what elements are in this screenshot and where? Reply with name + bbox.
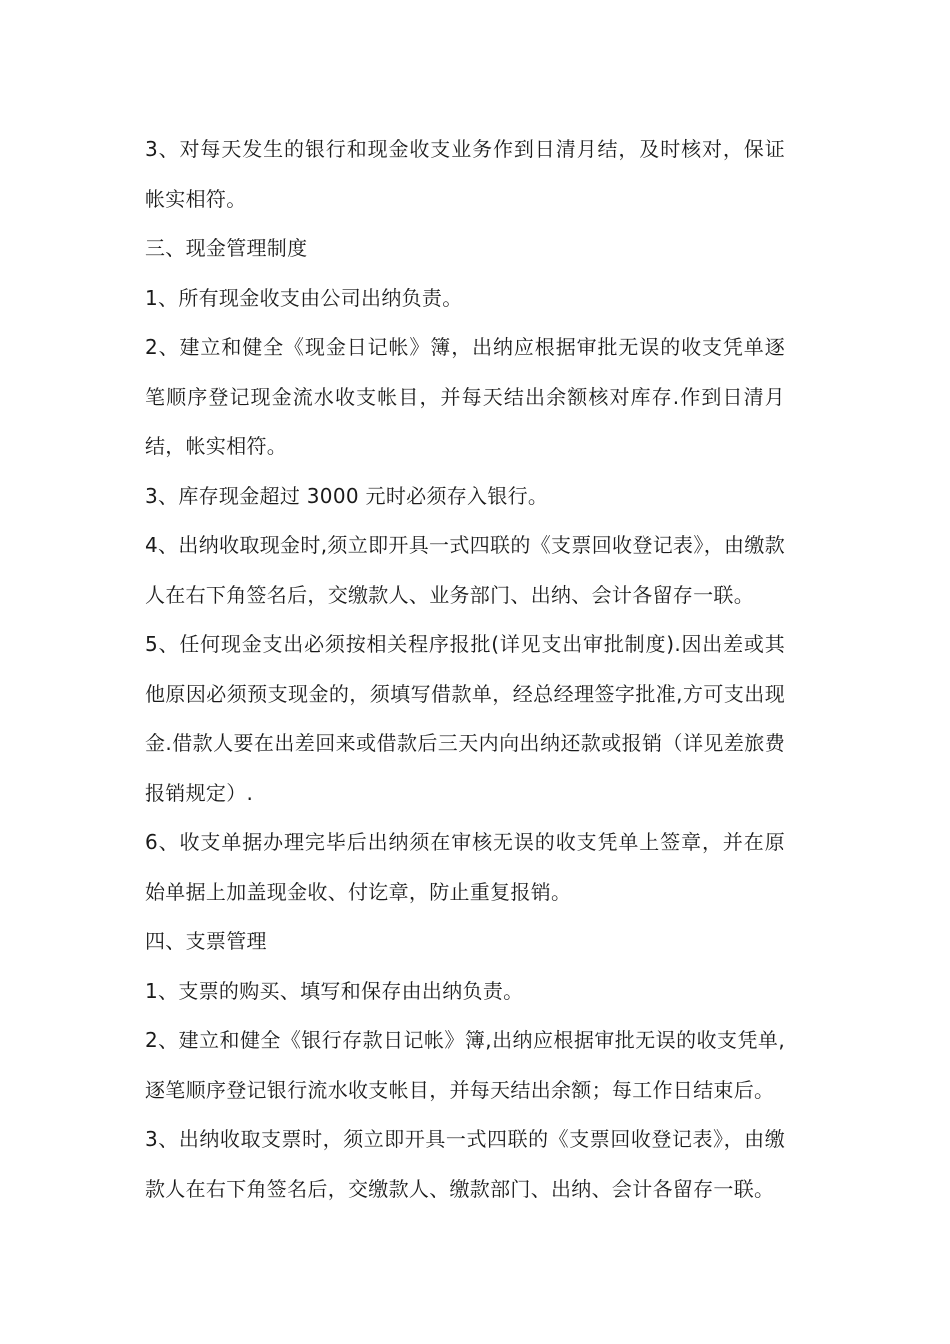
section-heading-cash-management: 三、现金管理制度	[145, 236, 308, 260]
paragraph-daily-reconciliation: 3、对每天发生的银行和现金收支业务作到日清月结，及时核对，保证帐实相符。	[145, 137, 785, 211]
paragraph-voucher-stamp: 6、收支单据办理完毕后出纳须在审核无误的收支凭单上签章，并在原始单据上加盖现金收、付讫章，防止重复报销。	[145, 830, 785, 904]
document-body	[145, 125, 785, 1214]
paragraph-cash-expenditure: 5、任何现金支出必须按相关程序报批(详见支出审批制度).因出差或其他原因必须预支现金的，须填写借款单，经总经理签字批准,方可支出现金.借款人要在出差回来或借款后三天内向出纳还款或报销（详见差旅费报销规定）.	[145, 632, 785, 805]
section-heading-check-management: 四、支票管理	[145, 929, 267, 953]
paragraph-cash-limit: 3、库存现金超过 3000 元时必须存入银行。	[145, 483, 549, 508]
paragraph-cash-journal: 2、建立和健全《现金日记帐》簿，出纳应根据审批无误的收支凭单逐笔顺序登记现金流水收支帐目，并每天结出余额核对库存.作到日清月结，帐实相符。	[145, 335, 785, 458]
paragraph-cash-receipt: 4、出纳收取现金时,须立即开具一式四联的《支票回收登记表》，由缴款人在右下角签名后，交缴款人、业务部门、出纳、会计各留存一联。	[145, 533, 785, 607]
paragraph-check-responsibility: 1、支票的购买、填写和保存由出纳负责。	[145, 978, 524, 1003]
paragraph-cash-responsibility: 1、所有现金收支由公司出纳负责。	[145, 285, 463, 310]
paragraph-bank-journal: 2、建立和健全《银行存款日记帐》簿,出纳应根据审批无误的收支凭单,逐笔顺序登记银行流水收支帐目，并每天结出余额；每工作日结束后。	[145, 1028, 785, 1102]
paragraph-check-receipt: 3、出纳收取支票时，须立即开具一式四联的《支票回收登记表》，由缴款人在右下角签名后，交缴款人、缴款部门、出纳、会计各留存一联。	[145, 1127, 785, 1201]
